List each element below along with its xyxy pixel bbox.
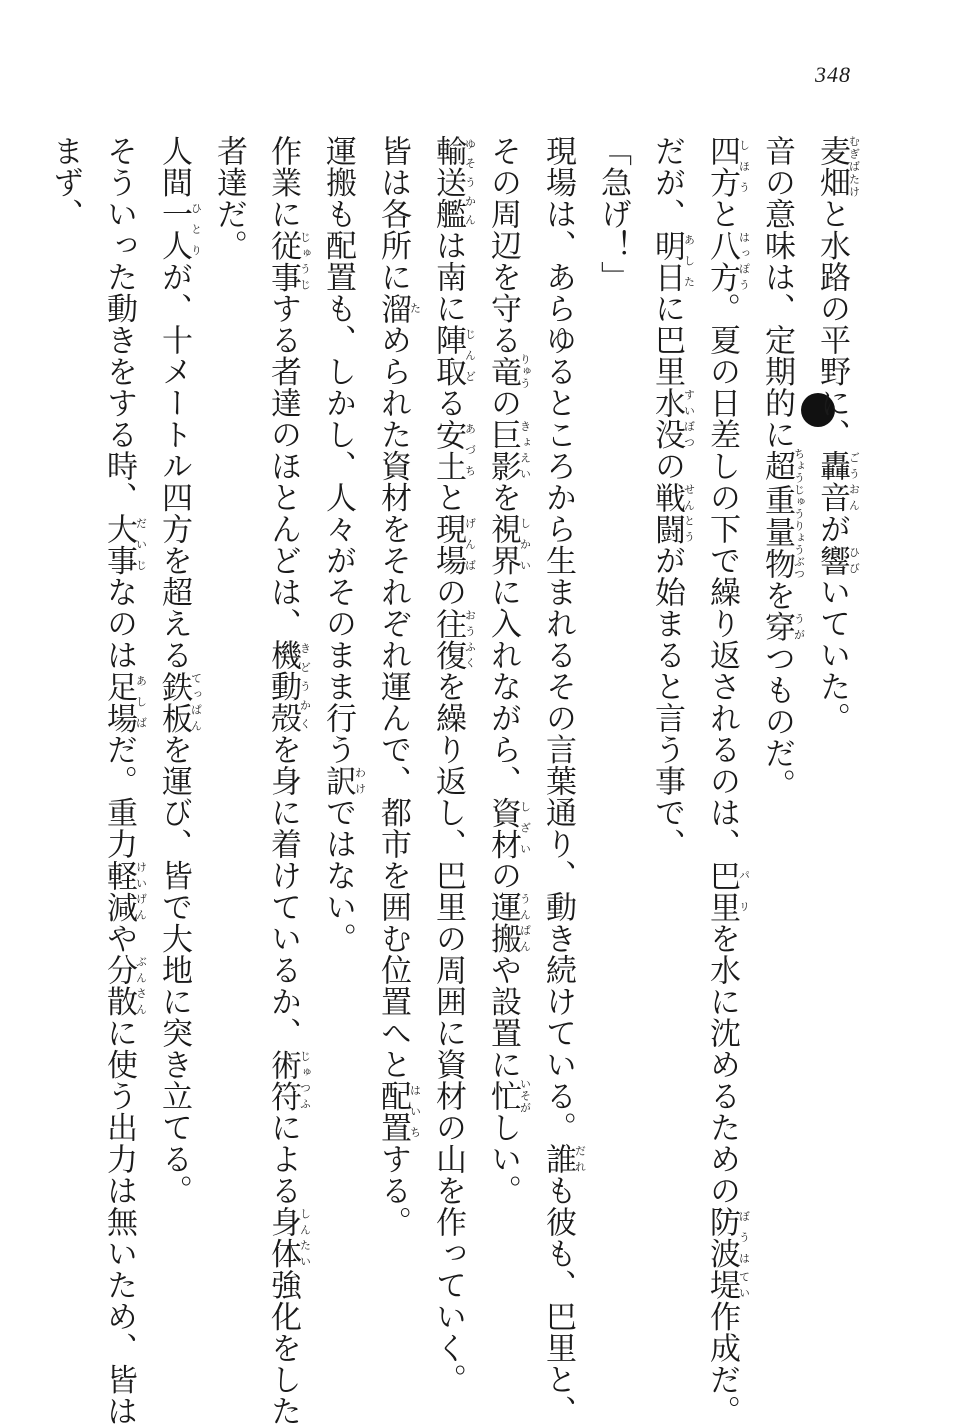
text-line: 運搬も配置も、しかし、人々がそのまま行う訳わけではない。 [320,135,367,954]
text-line: 四方しほうと八方はっぽう。夏の日差しの下で繰り返されるのは、巴里パリを水に沈めるための防波ぼうは堤てい作成だ。 [704,135,751,1427]
text-line: 者達だ。 [211,135,247,261]
text-line: 現場は、あらゆるところから生まれるその言葉通り、動き続けている。誰だれも彼も、巴里と、 [540,135,587,1427]
vertical-text-body [38,135,861,1427]
text-line: だが、明日あしたに巴里水没すいぼつの戦闘せんとうが始まると言う事で、 [649,135,696,860]
text-line: 麦畑むぎばたけと水路の平野に、轟音ごうおんが響ひびいていた。 [814,135,861,734]
text-line: 作業に従事じゅうじする者達のほとんどは、機動殻きどうかくを身に着けているか、術符じゅつふによる身体しんたい強化をした [265,135,312,1427]
text-line: 「急げ！」 [595,135,631,293]
text-line: 人間一人ひとりが、十メートル四方を超える鉄板てっぱんを運び、皆で大地に突き立てる。 [156,135,203,1206]
text-line: 皆は各所に溜ためられた資材をそれぞれ運んで、都市を囲む位置へと配置はいちする。 [375,135,422,1238]
text-line: その周辺を守る竜りゅうの巨影きょえいを視界しかいに入れながら、資材しざいの運搬うんぱんや設置に忙いそがしい。 [485,135,532,1206]
text-line: 輸送艦ゆそうかんは南に陣取じんどる安土あづちと現場げんばの往復おうふくを繰り返し、巴里の周囲に資材の山を作っていく。 [430,135,477,1395]
text-line: そういった動きをする時、大事だいじなのは足場あしばだ。重力軽減けいげんや分散ぶんさんに使う出力は無いため、皆は [101,135,148,1427]
text-line: 音の意味は、定期的に超ちょう重量物じゅうりょうぶつを穿うがつものだ。 [759,135,806,800]
page-number: 348 [815,62,851,87]
text-line: まず、 [47,135,83,230]
